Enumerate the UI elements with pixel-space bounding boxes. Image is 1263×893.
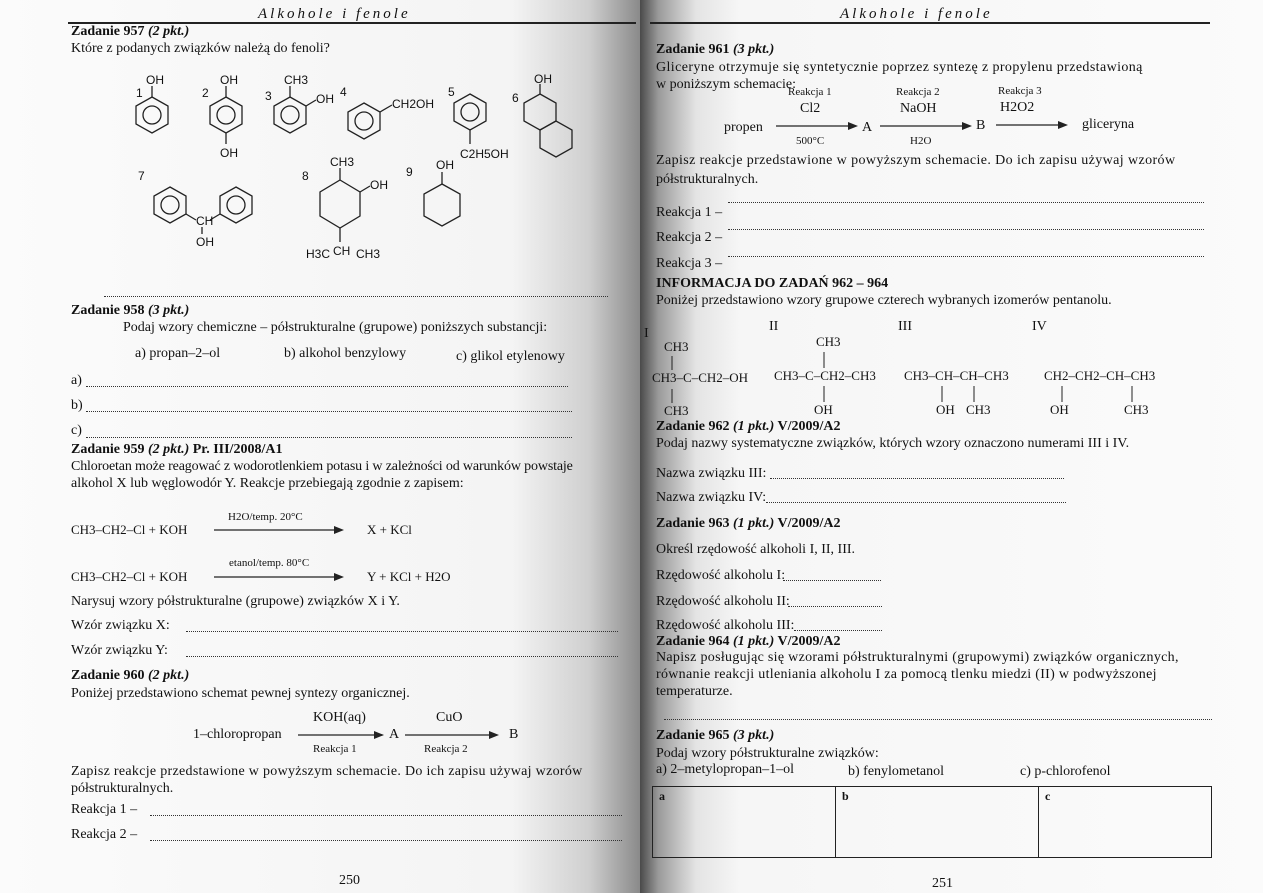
task-963-heading: Zadanie 963 (1 pkt.) V/2009/A2 bbox=[656, 516, 841, 531]
running-head-rule-right bbox=[650, 22, 1210, 24]
reaction-line-2-label: Reakcja 2 – bbox=[656, 230, 723, 245]
task-958-item-a: a) propan–2–ol bbox=[135, 346, 221, 361]
answer-table-965 bbox=[652, 786, 1212, 858]
scheme-r3-reagent: H2O2 bbox=[1000, 100, 1035, 115]
order-iii-label: Rzędowość alkoholu III: bbox=[656, 618, 795, 633]
isomer-ii-label: II bbox=[769, 319, 779, 334]
reaction-2-products: Y + KCl + H2O bbox=[367, 569, 451, 584]
svg-text:CH: CH bbox=[333, 244, 351, 258]
answer-line-960-2[interactable] bbox=[150, 840, 622, 841]
compound-7-ring-b bbox=[220, 187, 252, 223]
compound-5-ring bbox=[454, 94, 486, 130]
isomer-iv-bonds bbox=[1060, 386, 1140, 402]
page-number-right: 251 bbox=[932, 876, 953, 891]
task-960-text: Poniżej przedstawiono schemat pewnej syntezy organicznej. bbox=[71, 686, 410, 701]
task-959-heading: Zadanie 959 (2 pkt.) Pr. III/2008/A1 bbox=[71, 442, 283, 457]
task-964-text-2: równanie reakcji utleniania alkoholu I za pomocą tlenku miedzi (II) w podwyższonej bbox=[656, 667, 1157, 682]
svg-text:OH: OH bbox=[316, 92, 334, 106]
answer-line-958b[interactable] bbox=[86, 411, 572, 412]
phenol-structures bbox=[130, 72, 550, 267]
scheme-arrow-1 bbox=[776, 121, 858, 131]
synthesis-intermediate: A bbox=[389, 727, 400, 742]
order-ii-label: Rzędowość alkoholu II: bbox=[656, 594, 790, 609]
task-964-text-3: temperaturze. bbox=[656, 684, 733, 699]
isomer-i-bond-down bbox=[670, 389, 674, 403]
info-text: Poniżej przedstawiono wzory grupowe czterech wybranych izomerów pentanolu. bbox=[656, 293, 1112, 308]
page-number-left: 250 bbox=[339, 873, 360, 888]
reaction-line-1-label: Reakcja 1 – bbox=[656, 205, 723, 220]
answer-line-964[interactable] bbox=[664, 719, 1212, 720]
compound-6-ring-a bbox=[524, 94, 556, 130]
answer-line-959x[interactable] bbox=[186, 631, 618, 632]
reaction-line-3-label: Reakcja 3 – bbox=[656, 256, 723, 271]
compound-1-ring bbox=[136, 97, 168, 133]
task-957-question: Które z podanych związków należą do fenoli? bbox=[71, 41, 330, 56]
compound-9-ring bbox=[424, 184, 460, 226]
answer-line-958a[interactable] bbox=[86, 386, 568, 387]
compound-1-aromatic bbox=[143, 106, 161, 124]
task-961-instruction-1: Zapisz reakcje przedstawione w powyższym schemacie. Do ich zapisu używaj wzorów bbox=[656, 153, 1176, 168]
svg-text:OH: OH bbox=[370, 178, 388, 192]
task-964-text-1: Napisz posługując się wzorami półstrukturalnymi (grupowymi) związków organicznych, bbox=[656, 650, 1179, 665]
synthesis-arrow-1 bbox=[298, 730, 384, 740]
task-960-instruction-1: Zapisz reakcje przedstawione w powyższym schemacie. Do ich zapisu używaj wzorów bbox=[71, 764, 583, 779]
svg-text:CH2OH: CH2OH bbox=[392, 97, 435, 111]
answer-x-label: Wzór związku X: bbox=[71, 618, 170, 633]
task-958-line-a-label: a) bbox=[71, 373, 82, 388]
answer-line-961-2[interactable] bbox=[728, 229, 1204, 230]
synthesis-arrow-2 bbox=[405, 730, 499, 740]
task-958-item-b: b) alkohol benzylowy bbox=[284, 346, 407, 361]
isomer-iii-oh: OH bbox=[936, 402, 955, 417]
svg-text:CH3: CH3 bbox=[330, 155, 355, 169]
answer-line-963-ii[interactable] bbox=[788, 606, 882, 607]
reaction-1-arrow bbox=[214, 525, 344, 535]
synthesis-reagent-1: KOH(aq) bbox=[313, 710, 366, 725]
task-958-item-c: c) glikol etylenowy bbox=[456, 349, 565, 364]
svg-text:9: 9 bbox=[406, 165, 413, 179]
task-961-instruction-2: półstrukturalnych. bbox=[656, 172, 759, 187]
task-960-instruction-2: półstrukturalnych. bbox=[71, 781, 174, 796]
isomer-i-bond-up bbox=[670, 356, 674, 370]
task-960-heading: Zadanie 960 (2 pkt.) bbox=[71, 668, 190, 683]
task-964-heading: Zadanie 964 (1 pkt.) V/2009/A2 bbox=[656, 634, 841, 649]
isomer-i-top: CH3 bbox=[664, 339, 689, 354]
task-965-heading: Zadanie 965 (3 pkt.) bbox=[656, 728, 775, 743]
scheme-r2-label: Reakcja 2 bbox=[896, 86, 940, 98]
svg-text:3: 3 bbox=[265, 89, 272, 103]
scheme-end: gliceryna bbox=[1082, 117, 1135, 132]
isomer-i-bottom: CH3 bbox=[664, 403, 689, 418]
task-959-text-2: alkohol X lub węglowodór Y. Reakcje przebiegają zgodnie z zapisem: bbox=[71, 476, 464, 491]
task-961-heading: Zadanie 961 (3 pkt.) bbox=[656, 42, 775, 57]
reaction-2-reactants: CH3–CH2–Cl + KOH bbox=[71, 569, 188, 584]
isomer-iii-label: III bbox=[898, 319, 912, 334]
answer-cell-a[interactable]: a bbox=[653, 787, 836, 858]
answer-line-957[interactable] bbox=[104, 296, 608, 297]
svg-text:H3C: H3C bbox=[306, 247, 331, 261]
svg-text:6: 6 bbox=[512, 91, 519, 105]
svg-text:8: 8 bbox=[302, 169, 309, 183]
answer-cell-c[interactable]: c bbox=[1039, 787, 1212, 858]
compound-6-ring-b bbox=[540, 121, 572, 157]
task-965-item-c: c) p-chlorofenol bbox=[1020, 764, 1111, 779]
answer-line-963-iii[interactable] bbox=[794, 630, 882, 631]
answer-line-958c[interactable] bbox=[86, 437, 572, 438]
name-iii-label: Nazwa związku III: bbox=[656, 466, 767, 481]
scheme-r3-label: Reakcja 3 bbox=[998, 85, 1042, 97]
answer-line-962-iii[interactable] bbox=[770, 478, 1064, 479]
isomer-ii-bond-up bbox=[822, 352, 826, 368]
scheme-b: B bbox=[976, 118, 986, 133]
reaction-2-arrow bbox=[214, 572, 344, 582]
reaction-2-line-label: Reakcja 2 – bbox=[71, 827, 138, 842]
svg-text:OH: OH bbox=[220, 146, 238, 160]
svg-text:C2H5OH: C2H5OH bbox=[460, 147, 509, 161]
reaction-1-conditions: H2O/temp. 20°C bbox=[228, 511, 303, 523]
svg-text:2: 2 bbox=[202, 86, 209, 100]
task-957-heading: Zadanie 957 (2 pkt.) bbox=[71, 24, 190, 39]
task-958-question: Podaj wzory chemiczne – półstrukturalne (grupowe) poniższych substancji: bbox=[123, 320, 548, 335]
answer-y-label: Wzór związku Y: bbox=[71, 643, 168, 658]
svg-text:7: 7 bbox=[138, 169, 145, 183]
task-963-text: Określ rzędowość alkoholi I, II, III. bbox=[656, 542, 856, 557]
isomer-iii-chain: CH3–CH–CH–CH3 bbox=[904, 368, 1009, 383]
scheme-r1-condition: 500°C bbox=[796, 135, 825, 147]
compound-8-ring bbox=[320, 180, 360, 228]
reaction-1-reactants: CH3–CH2–Cl + KOH bbox=[71, 522, 188, 537]
isomer-iii-bonds bbox=[940, 386, 980, 402]
scheme-r2-condition: H2O bbox=[910, 135, 932, 147]
answer-line-962-iv[interactable] bbox=[766, 502, 1066, 503]
svg-text:4: 4 bbox=[340, 85, 347, 99]
scheme-a: A bbox=[862, 120, 873, 135]
isomer-iv-ch3: CH3 bbox=[1124, 402, 1149, 417]
svg-text:OH: OH bbox=[146, 73, 164, 87]
name-iv-label: Nazwa związku IV: bbox=[656, 490, 767, 505]
task-965-text: Podaj wzory półstrukturalne związków: bbox=[656, 746, 879, 761]
isomer-iv-chain: CH2–CH2–CH–CH3 bbox=[1044, 368, 1156, 383]
task-958-line-c-label: c) bbox=[71, 423, 82, 438]
isomer-iii-ch3: CH3 bbox=[966, 402, 991, 417]
compound-7-ring-a bbox=[154, 187, 186, 223]
scheme-arrow-3 bbox=[996, 120, 1068, 130]
isomer-i-chain: CH3–C–CH2–OH bbox=[652, 370, 749, 385]
answer-cell-b[interactable]: b bbox=[836, 787, 1039, 858]
svg-text:OH: OH bbox=[436, 158, 454, 172]
task-958-heading: Zadanie 958 (3 pkt.) bbox=[71, 303, 190, 318]
synthesis-label-1: Reakcja 1 bbox=[313, 743, 357, 755]
compound-2-ring bbox=[210, 97, 242, 133]
svg-text:OH: OH bbox=[220, 73, 238, 87]
order-i-label: Rzędowość alkoholu I: bbox=[656, 568, 786, 583]
reaction-1-products: X + KCl bbox=[367, 522, 412, 537]
task-959-instruction: Narysuj wzory półstrukturalne (grupowe) związków X i Y. bbox=[71, 594, 400, 609]
isomer-iv-oh: OH bbox=[1050, 402, 1069, 417]
task-959-text-1: Chloroetan może reagować z wodorotlenkiem potasu i w zależności od warunków powstaje bbox=[71, 459, 573, 474]
svg-text:CH: CH bbox=[196, 214, 214, 228]
task-965-item-a: a) 2–metylopropan–1–ol bbox=[656, 762, 795, 777]
isomer-ii-top: CH3 bbox=[816, 334, 841, 349]
svg-text:5: 5 bbox=[448, 85, 455, 99]
right-page bbox=[640, 0, 1263, 893]
reaction-1-line-label: Reakcja 1 – bbox=[71, 802, 138, 817]
task-962-heading: Zadanie 962 (1 pkt.) V/2009/A2 bbox=[656, 419, 841, 434]
isomer-ii-bottom: OH bbox=[814, 402, 833, 417]
task-961-text-1: Gliceryne otrzymuje się syntetycznie poprzez syntezę z propylenu przedstawioną bbox=[656, 60, 1143, 75]
svg-text:CH3: CH3 bbox=[356, 247, 381, 261]
scheme-start: propen bbox=[724, 120, 763, 135]
running-head-left: Alkohole i fenole bbox=[258, 6, 411, 22]
scheme-arrow-2 bbox=[880, 121, 972, 131]
answer-line-963-i[interactable] bbox=[783, 580, 881, 581]
svg-text:OH: OH bbox=[196, 235, 214, 249]
scheme-r1-reagent: Cl2 bbox=[800, 101, 821, 116]
task-962-text: Podaj nazwy systematyczne związków, których wzory oznaczono numerami III i IV. bbox=[656, 436, 1130, 451]
answer-line-961-3[interactable] bbox=[728, 256, 1204, 257]
info-heading: INFORMACJA DO ZADAŃ 962 – 964 bbox=[656, 276, 889, 291]
answer-line-959y[interactable] bbox=[186, 656, 618, 657]
synthesis-label-2: Reakcja 2 bbox=[424, 743, 468, 755]
isomer-ii-bond-down bbox=[822, 386, 826, 402]
compound-3-ring bbox=[274, 97, 306, 133]
reaction-2-conditions: etanol/temp. 80°C bbox=[229, 557, 310, 569]
svg-text:CH3: CH3 bbox=[284, 73, 309, 87]
isomer-i-label: I bbox=[644, 326, 649, 341]
scheme-r1-label: Reakcja 1 bbox=[788, 86, 832, 98]
running-head-right: Alkohole i fenole bbox=[840, 6, 993, 22]
task-961-text-2: w poniższym schemacie: bbox=[656, 77, 796, 92]
synthesis-product: B bbox=[509, 727, 519, 742]
svg-text:OH: OH bbox=[534, 72, 552, 86]
task-958-line-b-label: b) bbox=[71, 398, 83, 413]
compound-4-ring bbox=[348, 103, 380, 139]
scheme-r2-reagent: NaOH bbox=[900, 101, 937, 116]
isomer-ii-chain: CH3–C–CH2–CH3 bbox=[774, 368, 876, 383]
answer-line-960-1[interactable] bbox=[150, 815, 622, 816]
task-965-item-b: b) fenylometanol bbox=[848, 764, 945, 779]
answer-line-961-1[interactable] bbox=[728, 202, 1204, 203]
synthesis-reagent-2: CuO bbox=[436, 710, 463, 725]
compound-1-number: 1 bbox=[136, 86, 143, 100]
synthesis-start: 1–chloropropan bbox=[193, 727, 282, 742]
isomer-iv-label: IV bbox=[1032, 319, 1047, 334]
